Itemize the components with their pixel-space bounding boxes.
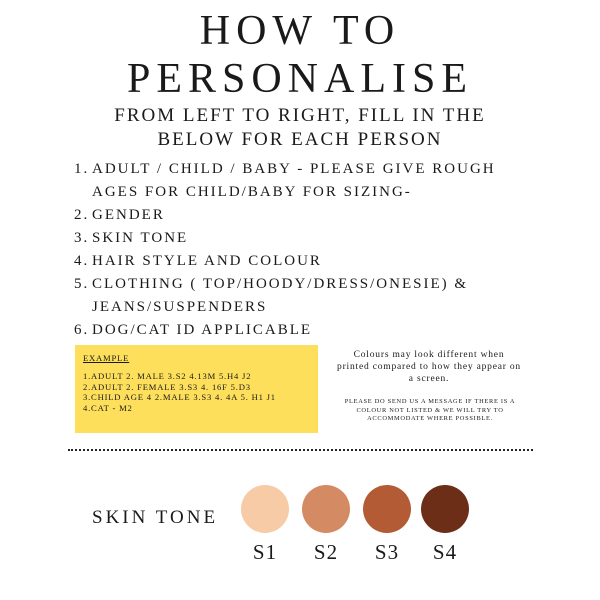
page-title-line-2: PERSONALISE <box>126 56 474 102</box>
list-item-text: SKIN TONE <box>92 230 189 246</box>
list-item <box>74 227 544 250</box>
skin-tone-name: S1 <box>252 540 278 564</box>
skin-tone-swatch-s3[interactable] <box>363 485 411 533</box>
skin-tone-name: S2 <box>313 540 339 564</box>
dotted-divider <box>68 449 533 451</box>
example-line: 3.CHILD AGE 4 2.MALE 3.S3 4. 4A 5. H1 J1 <box>83 392 276 402</box>
example-lines <box>83 371 276 413</box>
skin-tone-swatch-s1[interactable] <box>241 485 289 533</box>
skin-tone-name: S4 <box>432 540 458 564</box>
example-box <box>75 345 318 433</box>
skin-tone-swatch-s2[interactable] <box>302 485 350 533</box>
list-item-text: CLOTHING ( TOP/HOODY/DRESS/ONESIE) & JEANS/SUSPENDERS <box>92 276 469 315</box>
list-item <box>74 273 544 319</box>
list-item-number: 5. <box>74 276 90 292</box>
list-item-number: 1. <box>74 161 90 177</box>
list-item-number: 4. <box>74 253 90 269</box>
example-heading: EXAMPLE <box>83 353 130 363</box>
example-line: 2.ADULT 2. FEMALE 3.S3 4. 16F 5.D3 <box>83 381 251 392</box>
list-item <box>74 158 544 204</box>
list-item-text: HAIR STYLE AND COLOUR <box>92 253 322 269</box>
list-item <box>74 250 544 273</box>
subtitle-line-2: BELOW FOR EACH PERSON <box>157 129 443 150</box>
example-line: 4.CAT - M2 <box>83 402 133 413</box>
instruction-list <box>74 158 544 342</box>
list-item-text: DOG/CAT ID APPLICABLE <box>92 322 313 338</box>
list-item-number: 6. <box>74 322 90 338</box>
example-line: 1.ADULT 2. MALE 3.S2 4.13M 5.H4 J2 <box>83 371 252 381</box>
list-item <box>74 319 544 342</box>
list-item-number: 2. <box>74 207 90 223</box>
page-title-line-1: HOW TO <box>199 8 401 54</box>
list-item-text: ADULT / CHILD / BABY - PLEASE GIVE ROUGH AGES FOR CHILD/BABY FOR SIZING- <box>92 161 496 200</box>
list-item <box>74 204 544 227</box>
colour-disclaimer: Colours may look different when printed compared to how they appear on a screen. <box>337 350 521 384</box>
skin-tone-name: S3 <box>374 540 400 564</box>
skin-tone-label: SKIN TONE <box>92 507 219 528</box>
list-item-text: GENDER <box>92 207 165 223</box>
subtitle-line-1: FROM LEFT TO RIGHT, FILL IN THE <box>114 105 486 126</box>
message-note: PLEASE DO SEND US A MESSAGE IF THERE IS A COLOUR NOT LISTED & WE WILL TRY TO ACCOMMODATE WHERE POSSIBLE. <box>344 398 516 422</box>
list-item-number: 3. <box>74 230 90 246</box>
skin-tone-swatch-s4[interactable] <box>421 485 469 533</box>
